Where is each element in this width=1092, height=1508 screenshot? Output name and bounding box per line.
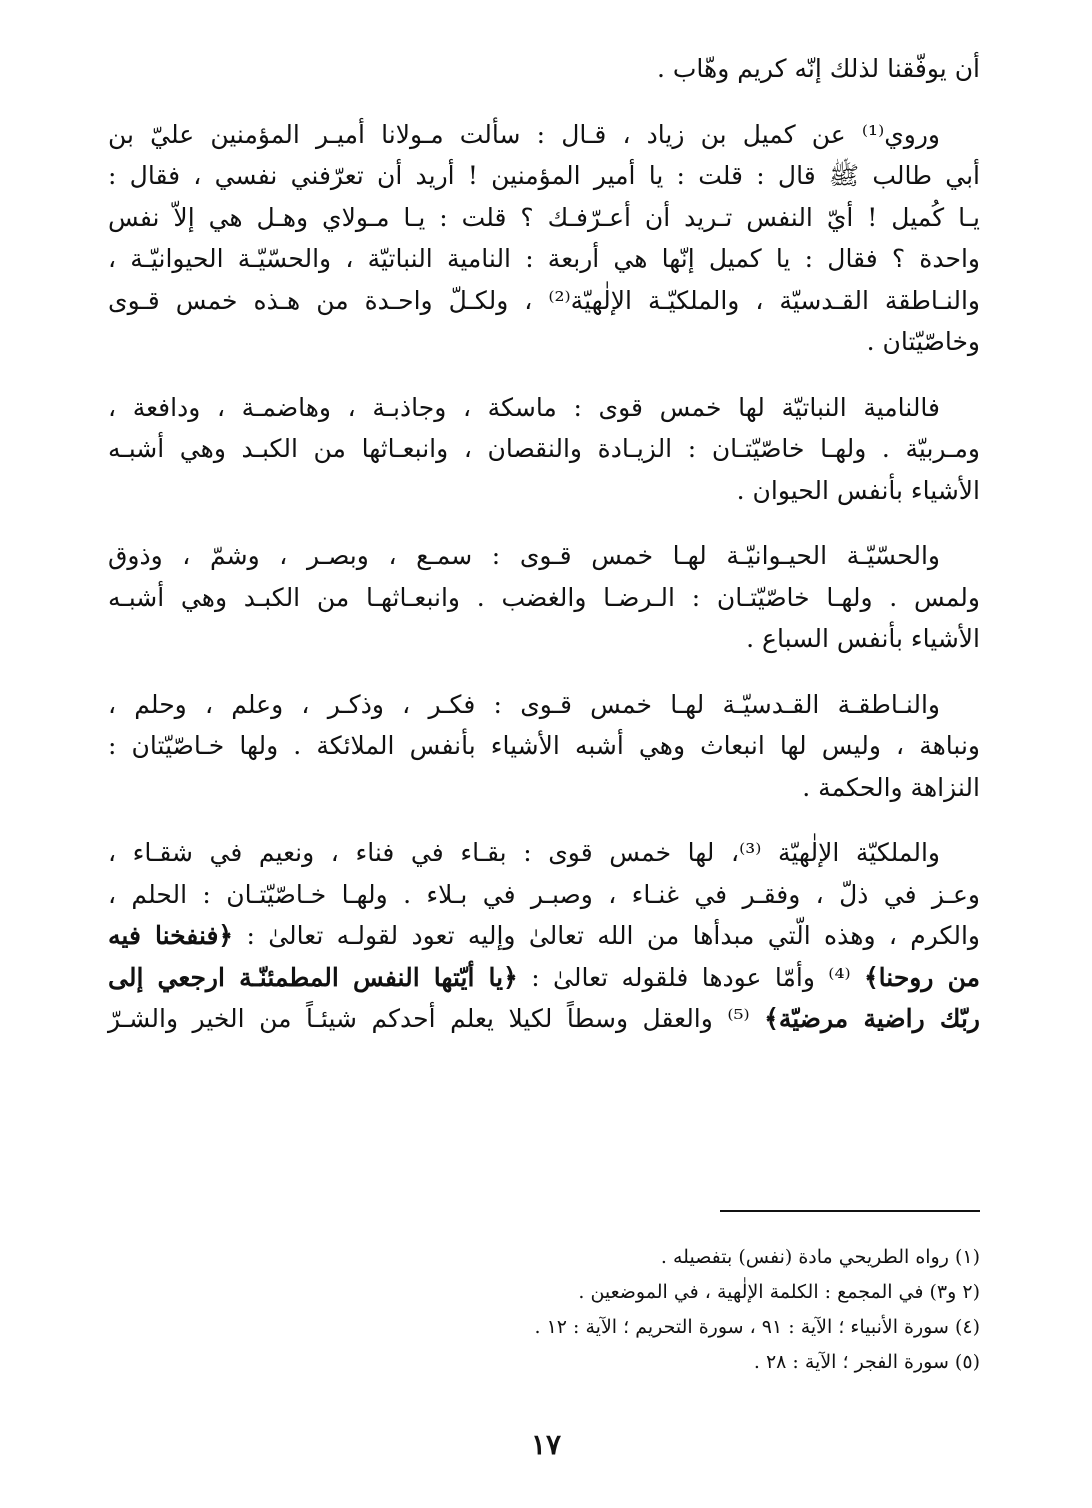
text-line: النزاهة والحكمة . (802, 772, 980, 802)
paragraph-0 (108, 48, 980, 90)
text-line: وعـز في ذلّ ، وفقـر في غنـاء ، وصبـر في بـلاء . ولهـا خـاصّيّتـان : الحلم ، (108, 879, 980, 909)
text-line: والحسّيّـة الحيـوانيّـة لهـا خمس قـوى : سمـع ، وبصـر ، وشمّ ، وذوق (108, 541, 940, 570)
page-number: ١٧ (530, 1428, 562, 1461)
paragraph-2 (108, 387, 980, 512)
footnote-1: (١) رواه الطريحي مادة (نفس) بتفصيله . (660, 1246, 980, 1268)
text-run: ⁽⁴⁾ وأمّا عودها فلقوله تعالىٰ : (531, 962, 851, 992)
footnote-2-3: (٢ و٣) في المجمع : الكلمة الإلٰهية ، في الموضعين . (578, 1281, 980, 1303)
text-line: واحدة ؟ فقال : يا كميل إنّها هي أربعة : النامية النباتيّة ، والحسّيّـة الحيوانيّـة ، (108, 244, 980, 273)
text-line: ولمس . ولهـا خاصّيّتـان : الـرضـا والغضب . وانبعـاثهـا من الكبـد وهي أشبـه (108, 582, 980, 612)
text-line: والنـاطقـة القـدسيّـة لهـا خمس قـوى : فكـر ، وذكـر ، وعلم ، وحلم ، (108, 689, 940, 719)
text-line: يـا كُميل ! أيّ النفس تـريد أن أعـرّفـك ؟ قلت : يـا مـولاي وهـل هي إلاّ نفس (108, 202, 980, 232)
footnote-divider (720, 1210, 980, 1212)
text-line: والملكيّة الإلٰهيّة ⁽³⁾، لها خمس قوى : بقـاء في فناء ، ونعيم في شقـاء ، (108, 838, 940, 867)
text-line: الأشياء بأنفس الحيوان . (736, 475, 980, 505)
text-line: أن يوفّقنا لذلك إنّه كريم وهّاب . (657, 54, 980, 83)
text-line: وروي⁽¹⁾ عن كميل بن زياد ، قـال : سألت مـولانا أميـر المؤمنين عليّ بن (108, 119, 940, 149)
footnote-4: (٤) سورة الأنبياء ؛ الآية : ٩١ ، سورة التحريم ؛ الآية : ١٢ . (534, 1316, 980, 1338)
text-line: ونباهة ، وليس لها انبعاث وهي أشبه الأشياء بأنفس الملائكة . ولها خـاصّيّتان : (108, 731, 980, 760)
page-body (108, 48, 980, 1064)
text-run: والكرم ، وهذه الّتي مبدأها من الله تعالىٰ وإليه تعود لقولـه تعالىٰ : (246, 921, 980, 950)
text-line (108, 998, 980, 1040)
text-line: والنـاطقة القـدسيّة ، والملكيّـة الإلٰهيّة⁽²⁾ ، ولكـلّ واحـدة من هـذه خمس قـوى (108, 285, 980, 315)
text-line (108, 915, 980, 957)
text-line: فالنامية النباتيّة لها خمس قوى : ماسكة ، وجاذبـة ، وهاضمـة ، ودافعة ، (108, 392, 940, 422)
quran-quote: ﴿يا أيّتها النفس المطمئنّـة ارجعي إلى (108, 962, 518, 992)
quran-quote: ربّك راضية مرضيّة﴾ (764, 1004, 980, 1033)
paragraph-5 (108, 832, 980, 1040)
text-line: ومـربيّة . ولهـا خاصّيّتـان : الزيـادة والنقصان ، وانبعـاثها من الكبـد وهي أشبـه (108, 434, 980, 463)
quran-quote: ﴿فنفخنا فيه (108, 921, 234, 950)
text-line: أبي طالب ﷺ قال : قلت : يا أمير المؤمنين ! أريد أن تعرّفني نفسي ، فقال : (108, 161, 980, 190)
paragraph-3 (108, 535, 980, 660)
paragraph-1 (108, 114, 980, 363)
paragraph-4 (108, 684, 980, 809)
quran-quote: من روحنا﴾ (864, 962, 980, 992)
footnotes (280, 1240, 980, 1380)
text-run: ⁽⁵⁾ والعقل وسطاً لكيلا يعلم أحدكم شيئـاً من الخير والشـرّ (108, 1004, 750, 1033)
text-line (108, 957, 980, 999)
text-line: الأشياء بأنفس السباع . (746, 624, 980, 653)
footnote-5: (٥) سورة الفجر ؛ الآية : ٢٨ . (753, 1351, 980, 1373)
text-line: وخاصّيّتان . (866, 327, 980, 356)
